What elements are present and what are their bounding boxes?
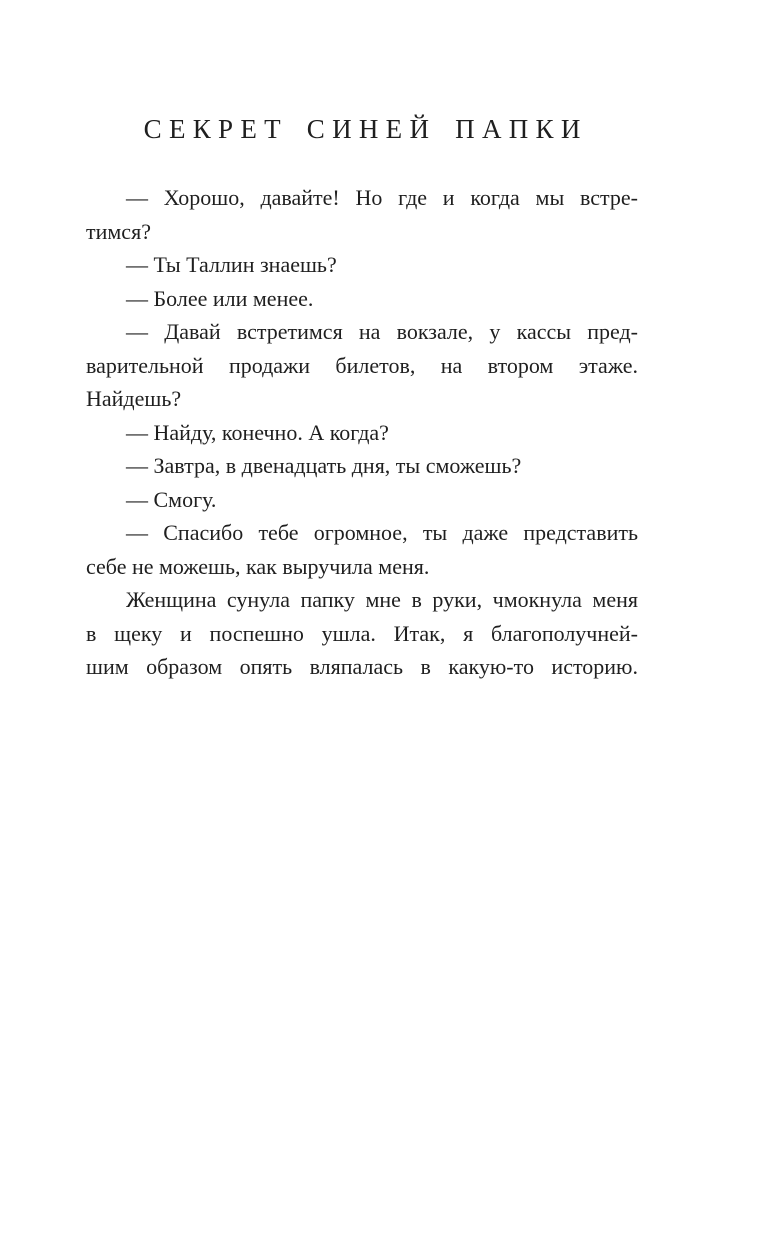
paragraph (86, 516, 638, 583)
text-line: шим образом опять вляпалась в какую-то историю. (86, 654, 638, 679)
text-line: — Спасибо тебе огромное, ты даже представить (126, 520, 638, 545)
text-line: — Завтра, в двенадцать дня, ты сможешь? (126, 453, 522, 478)
text-line: — Ты Таллин знаешь? (126, 252, 337, 277)
text-line: Женщина сунула папку мне в руки, чмокнула меня (126, 587, 638, 612)
paragraph (86, 416, 638, 450)
text-line: — Более или менее. (126, 285, 314, 311)
text-line: Найдешь? (86, 386, 182, 411)
paragraph (86, 483, 638, 517)
paragraph (86, 282, 638, 316)
paragraph (86, 248, 638, 282)
text-line: себе не можешь, как выручила меня. (86, 553, 430, 579)
text-line: — Найду, конечно. А когда? (126, 419, 389, 445)
paragraph (86, 449, 638, 483)
chapter-title: СЕКРЕТ СИНЕЙ ПАПКИ (143, 114, 588, 144)
text-line: варительной продажи билетов, на втором этаже. (86, 352, 638, 378)
page-text (86, 181, 638, 684)
text-line: — Смогу. (126, 486, 217, 512)
text-line: — Давай встретимся на вокзале, у кассы пред- (126, 319, 638, 344)
paragraph (86, 583, 638, 684)
paragraph (86, 315, 638, 416)
text-line: в щеку и поспешно ушла. Итак, я благополучней- (86, 620, 638, 646)
text-line: тимся? (86, 218, 151, 244)
paragraph (86, 181, 638, 248)
text-line: — Хорошо, давайте! Но где и когда мы встре- (126, 185, 638, 210)
